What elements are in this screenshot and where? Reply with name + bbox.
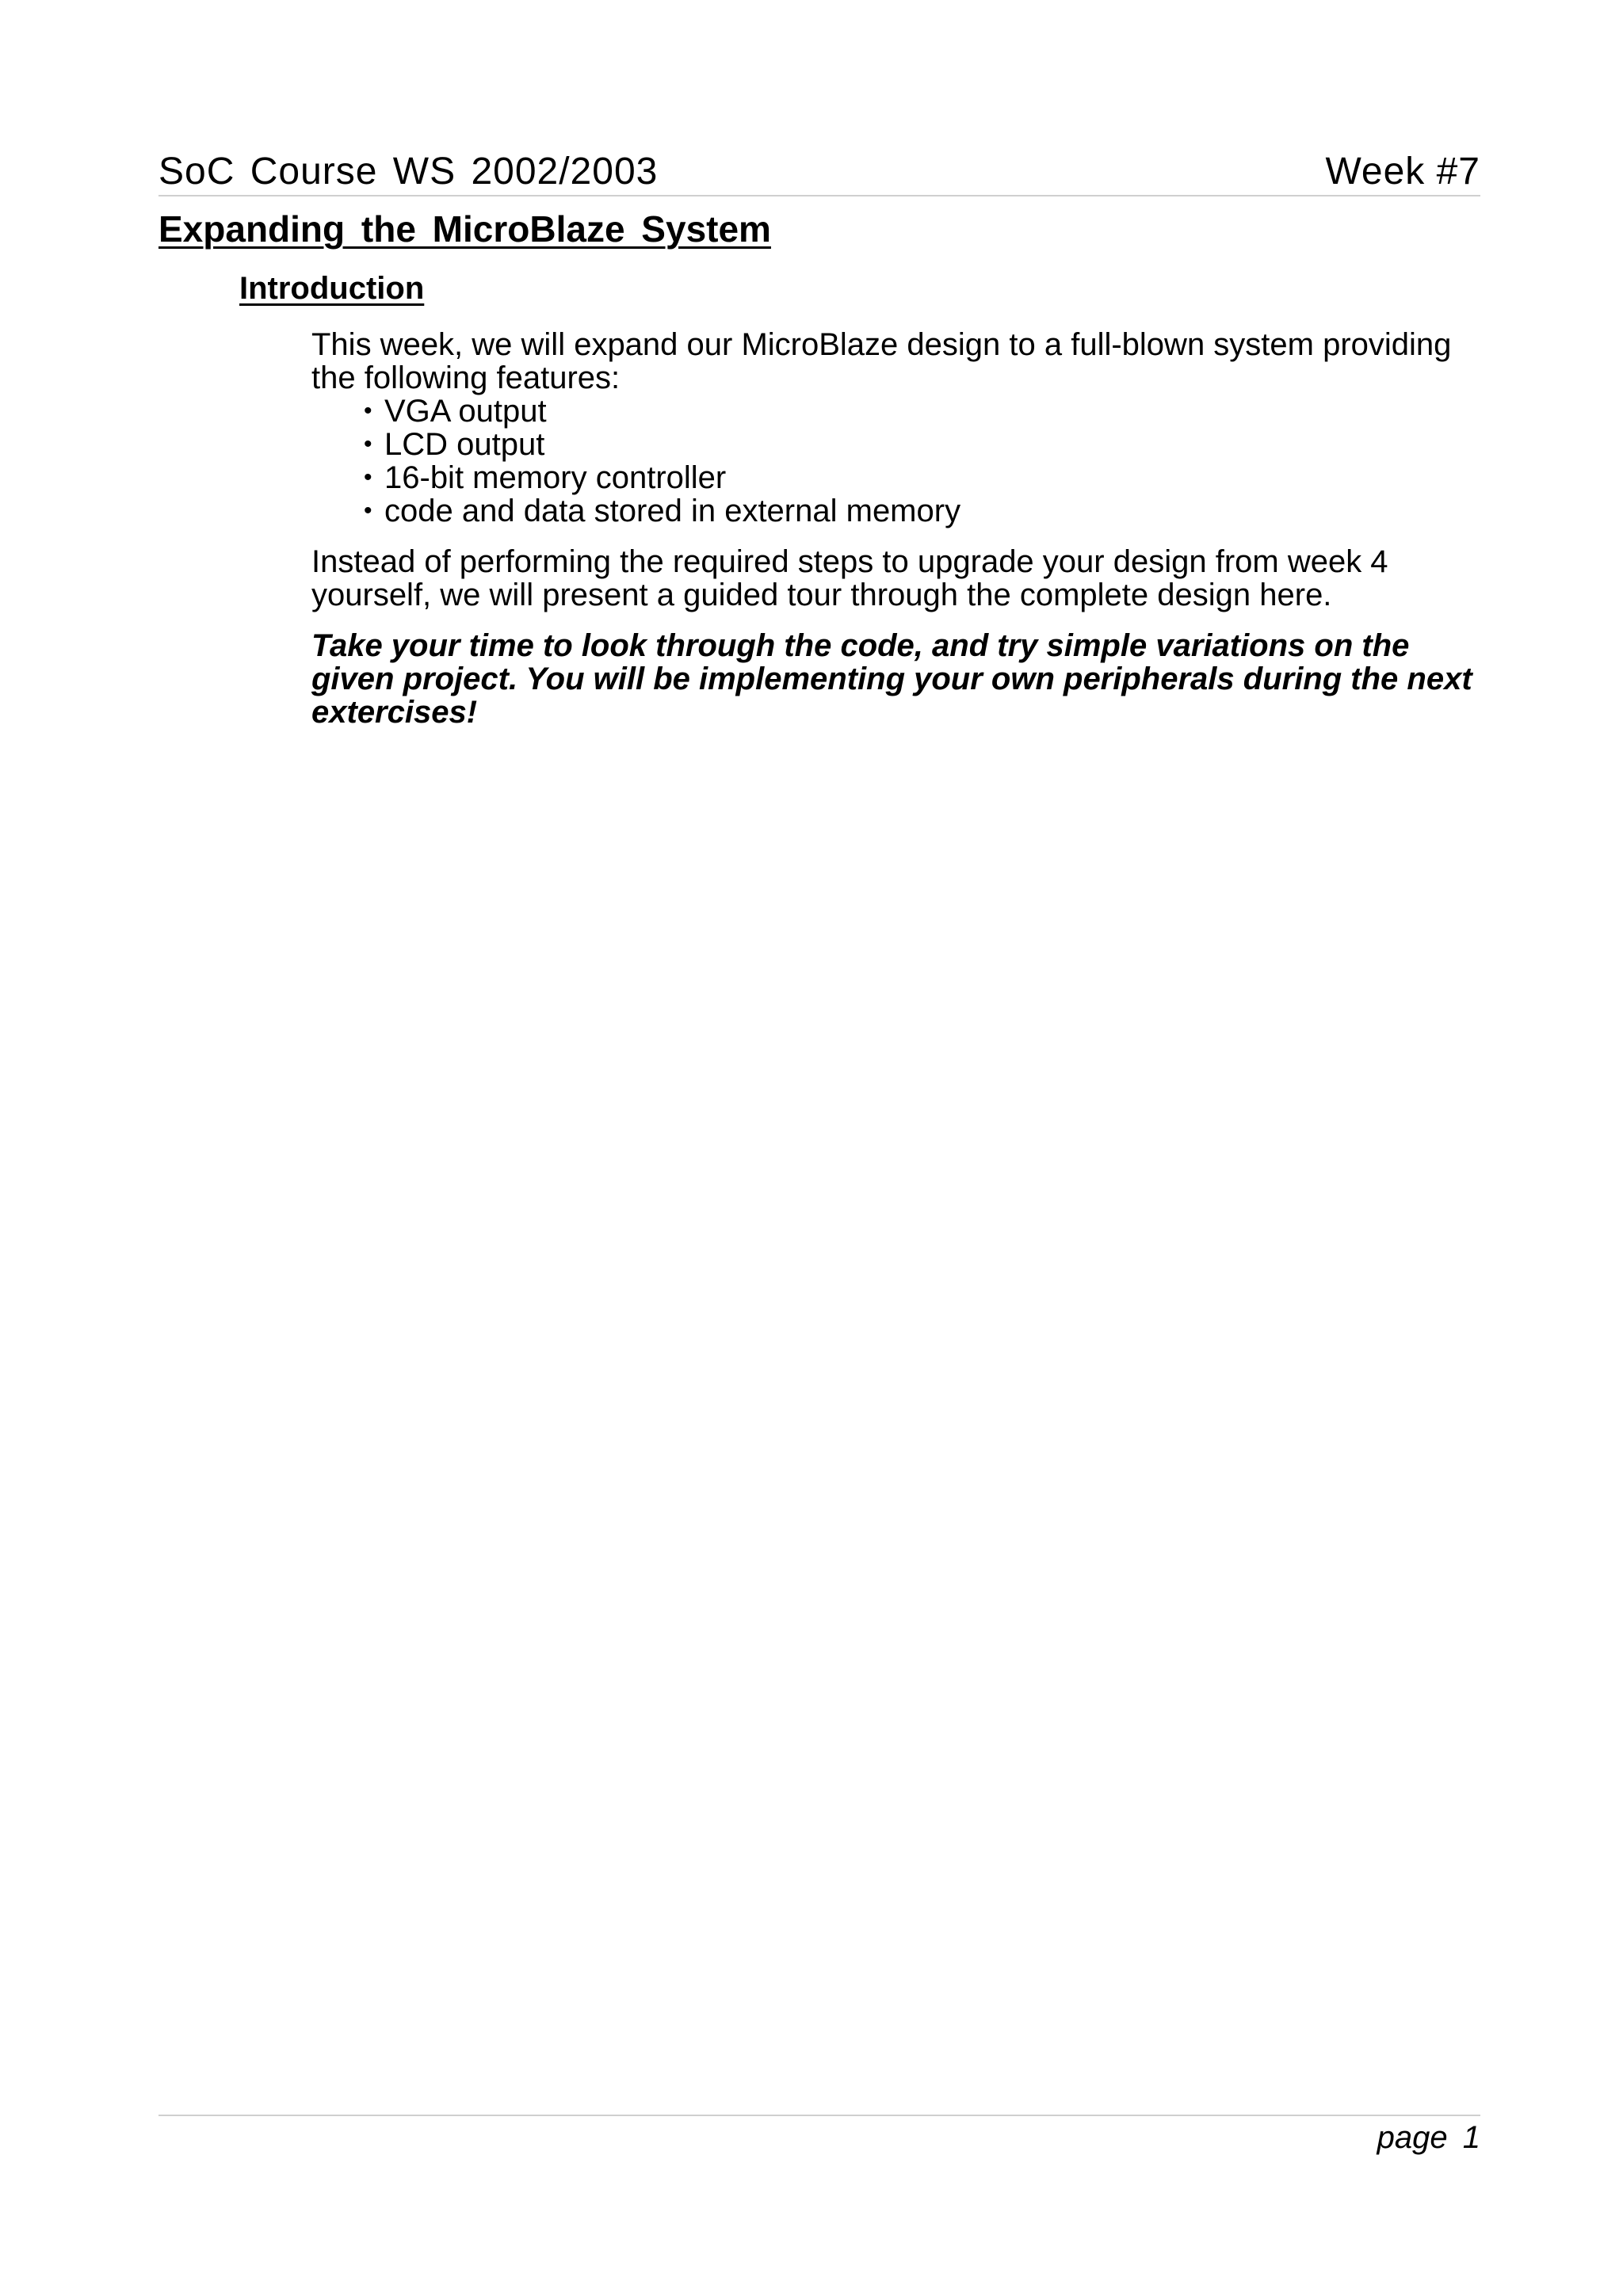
emphasis-paragraph: Take your time to look through the code, and try simple variations on the given project. You will be implementing your own peripherals during the next extercises!	[311, 628, 1472, 730]
list-item	[364, 395, 1483, 428]
introduction-content	[311, 328, 1483, 729]
bullet-icon: •	[364, 431, 372, 457]
list-item-text: VGA output	[384, 394, 547, 429]
bullet-icon: •	[364, 464, 372, 490]
guided-tour-paragraph: Instead of performing the required steps to upgrade your design from week 4 yourself, we will present a guided tour through the complete design here.	[311, 544, 1388, 612]
document-title: Expanding the MicroBlaze System	[158, 208, 771, 250]
list-item-text: 16-bit memory controller	[384, 460, 727, 495]
section-heading-introduction: Introduction	[239, 271, 425, 306]
course-title: SoC Course WS 2002/2003	[158, 151, 659, 193]
bullet-icon: •	[364, 398, 372, 424]
bullet-icon: •	[364, 498, 372, 524]
intro-paragraph: This week, we will expand our MicroBlaze design to a full-blown system providing the following features:	[311, 327, 1452, 395]
list-item-text: LCD output	[384, 427, 545, 462]
list-item	[364, 428, 1483, 461]
page-header	[158, 149, 1480, 196]
list-item	[364, 494, 1483, 528]
feature-list	[311, 395, 1483, 528]
footer-divider	[158, 2115, 1480, 2116]
list-item	[364, 461, 1483, 494]
page-number: page 1	[1377, 2120, 1480, 2155]
week-label: Week #7	[1325, 151, 1480, 193]
list-item-text: code and data stored in external memory	[384, 494, 961, 528]
